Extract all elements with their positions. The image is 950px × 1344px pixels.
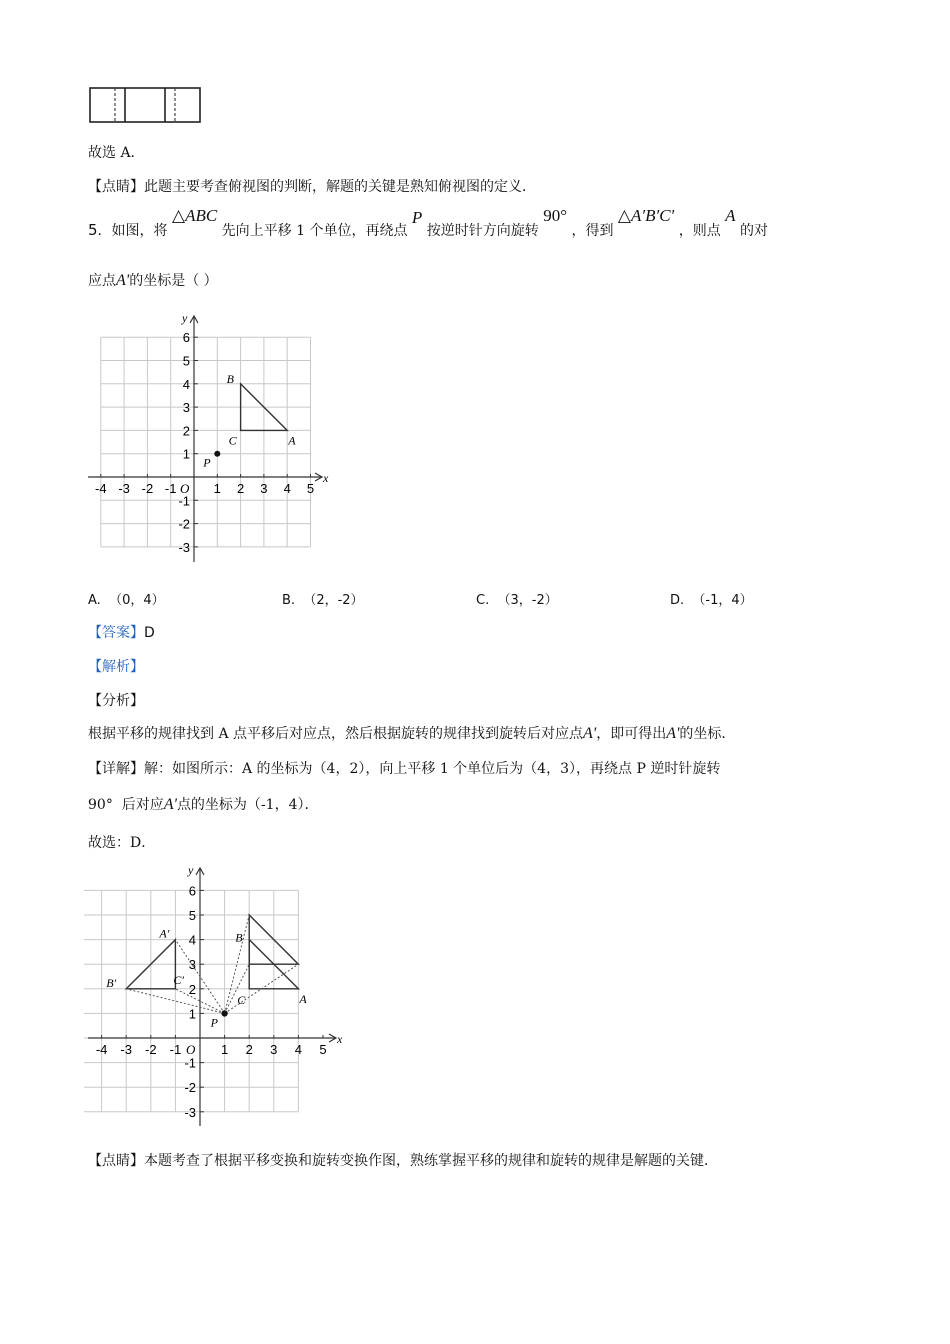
x-tick-label: -3	[118, 481, 130, 496]
label-c-prime: C′	[173, 972, 185, 987]
y-tick-label: -1	[178, 493, 190, 509]
x-tick-label: -2	[141, 481, 154, 496]
option-label: A.	[88, 593, 101, 608]
answer-tag: 【答案】	[88, 625, 144, 641]
final-choice: 故选：D．	[88, 835, 156, 851]
x-tick-label: 2	[245, 1042, 253, 1057]
y-tick-label: 4	[188, 932, 196, 948]
y-tick-label: 5	[182, 353, 190, 369]
remark-tag: 【点睛】	[88, 179, 144, 195]
analysis-tag: 【解析】	[88, 659, 144, 675]
x-tick-label: 2	[236, 481, 245, 496]
x-tick-label: 4	[294, 1042, 303, 1057]
label-c: C	[228, 433, 237, 448]
y-axis-label: y	[182, 311, 188, 325]
question-number: 5	[88, 221, 98, 239]
y-tick-label: -2	[178, 516, 190, 532]
label-a-prime: A′	[159, 926, 170, 941]
x-tick-label: 5	[319, 1042, 327, 1057]
answer-line	[88, 622, 155, 642]
y-tick-label: 1	[188, 1006, 196, 1022]
option-label: D.	[670, 593, 685, 608]
question-line-1	[88, 206, 768, 242]
x-tick-label: 1	[213, 481, 221, 496]
x-tick-label: 5	[306, 481, 315, 496]
question-text: ，则点	[678, 223, 721, 239]
y-tick-label: -3	[184, 1104, 196, 1120]
question-number-dot: ．	[97, 223, 112, 239]
fenxi-tag: 【分析】	[88, 693, 144, 709]
y-axis-label: y	[188, 863, 194, 877]
detail-text: 后对应	[121, 797, 164, 813]
x-tick-label: -4	[95, 1042, 108, 1057]
y-tick-label: -2	[184, 1080, 196, 1096]
x-axis-label: x	[337, 1032, 343, 1046]
x-tick-label: 3	[260, 481, 268, 496]
option-value: （2，-2）	[303, 593, 364, 608]
x-tick-label: -3	[120, 1042, 132, 1057]
detail-text: 点的坐标为（-1，4）．	[176, 797, 319, 813]
option-label: B.	[282, 593, 296, 608]
y-tick-label: 1	[182, 446, 190, 462]
angle-90: 90°	[543, 206, 568, 225]
fenxi-text-part: 的坐标．	[679, 726, 736, 742]
triangle-abc: △ABC	[172, 206, 218, 225]
angle-90: 90°	[88, 797, 113, 813]
label-b: B	[226, 371, 234, 386]
option-d[interactable]	[670, 589, 753, 608]
top-answer-text: 故选 A．	[88, 145, 145, 161]
detail-text: 解：如图所示：A 的坐标为（4，2），向上平移 1 个单位后为（4，3），再绕点 P 逆时针旋转	[144, 761, 721, 777]
x-tick-label: 4	[283, 481, 291, 496]
question-text: 应点	[88, 273, 116, 289]
question-text: 的坐标是（ ）	[129, 273, 218, 289]
option-value: （3，-2）	[497, 593, 558, 608]
point-p-dot	[214, 451, 220, 457]
point-p: P	[411, 208, 423, 227]
point-a-prime: A'	[583, 725, 597, 742]
y-tick-label: -1	[184, 1055, 196, 1071]
x-axis-label: x	[323, 471, 329, 485]
question-text: 按逆时针方向旋转	[426, 223, 539, 239]
origin-label: O	[186, 1042, 196, 1057]
label-b: B	[235, 930, 243, 945]
question-text: 如图，将	[111, 223, 168, 239]
answer-value: D	[144, 625, 155, 641]
option-value: （-1，4）	[692, 593, 753, 608]
question-text: 的对	[740, 223, 769, 239]
fenxi-text-part: 根据平移的规律找到 A 点平移后对应点，然后根据旋转的规律找到旋转后对应点	[88, 726, 584, 742]
bottom-remark	[88, 1150, 718, 1170]
point-a-prime: A'	[666, 725, 680, 742]
y-tick-label: -3	[178, 539, 190, 555]
label-a: A	[288, 433, 296, 448]
point-a: A	[725, 206, 736, 225]
coordinate-figure-2	[84, 862, 349, 1132]
point-p-dot	[221, 1010, 227, 1016]
x-tick-label: -1	[169, 1042, 182, 1057]
y-tick-label: 2	[182, 423, 190, 439]
question-line-2	[88, 270, 218, 290]
x-tick-label: -4	[95, 481, 107, 496]
label-a: A	[299, 991, 307, 1006]
detail-tag: 【详解】	[88, 761, 144, 777]
point-a-prime: A'	[163, 796, 177, 813]
triangle-abc-prime: △A′B′C′	[617, 206, 675, 225]
y-tick-label: 3	[188, 957, 196, 973]
origin-label: O	[180, 481, 190, 496]
fenxi-text	[88, 723, 735, 743]
label-b-prime: B′	[106, 975, 117, 990]
question-text: ，得到	[571, 223, 614, 239]
coordinate-figure-1	[84, 310, 334, 568]
top-view-figure	[88, 86, 203, 126]
y-tick-label: 4	[182, 376, 190, 392]
option-label: C.	[476, 593, 490, 608]
remark-tag: 【点睛】	[88, 1153, 144, 1169]
x-tick-label: -2	[145, 1042, 157, 1057]
label-p: P	[210, 1015, 218, 1030]
x-tick-label: -1	[164, 481, 177, 496]
label-c: C	[237, 992, 246, 1007]
y-tick-label: 2	[188, 981, 196, 997]
detail-line-1	[88, 758, 720, 778]
detail-line-2	[88, 794, 318, 814]
option-c[interactable]	[476, 589, 558, 608]
top-remark	[88, 176, 536, 196]
option-value: （0，4）	[109, 593, 165, 608]
x-tick-label: 1	[220, 1042, 229, 1057]
option-a[interactable]	[88, 589, 165, 608]
y-tick-label: 6	[188, 883, 196, 899]
question-text: 先向上平移 1 个单位，再绕点	[221, 223, 408, 239]
y-tick-label: 5	[188, 908, 196, 923]
y-tick-label: 3	[182, 400, 190, 416]
fenxi-text-part: ，即可得出	[596, 726, 667, 742]
label-p: P	[203, 455, 211, 470]
option-b[interactable]	[282, 589, 364, 608]
remark-text: 此题主要考查俯视图的判断，解题的关键是熟知俯视图的定义．	[144, 179, 536, 195]
x-tick-label: 3	[270, 1042, 278, 1057]
point-a-prime: A'	[116, 272, 130, 289]
remark-text: 本题考查了根据平移变换和旋转变换作图，熟练掌握平移的规律和旋转的规律是解题的关键．	[144, 1153, 718, 1169]
y-tick-label: 6	[182, 330, 190, 346]
